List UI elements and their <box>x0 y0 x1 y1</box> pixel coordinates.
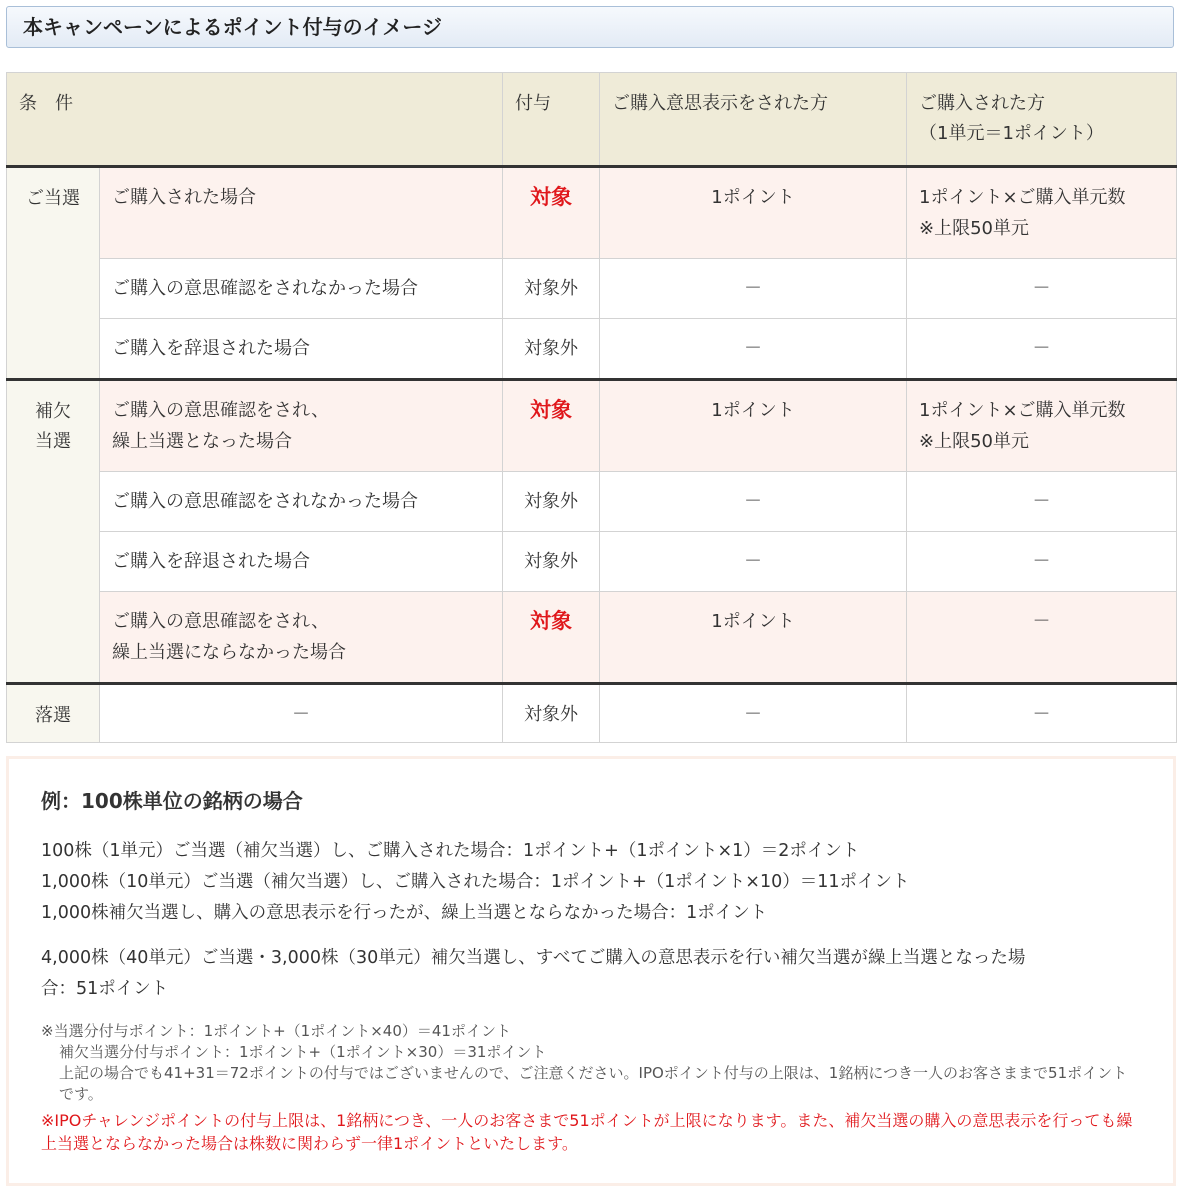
bought-points-cell: 1ポイント×ご購入単元数 ※上限50単元 <box>907 167 1177 259</box>
bought-points-cell: 1ポイント×ご購入単元数 ※上限50単元 <box>907 380 1177 472</box>
table-row <box>7 319 1177 380</box>
bought-points-cell: － <box>907 319 1177 380</box>
table-header-row <box>7 73 1177 167</box>
example-line: 1,000株（10単元）ご当選（補欠当選）し、ご購入された場合：1ポイント+（1ポイント×10）＝11ポイント <box>41 872 910 892</box>
intent-points-cell: － <box>600 472 907 532</box>
grant-cell: 対象外 <box>503 532 600 592</box>
group-label-lost: 落選 <box>7 684 100 743</box>
intent-points-cell: － <box>600 259 907 319</box>
intent-points-cell: 1ポイント <box>600 167 907 259</box>
note-line: ※当選分付与ポイント：1ポイント+（1ポイント×40）＝41ポイント <box>41 1022 511 1040</box>
condition-cell: － <box>100 684 503 743</box>
intent-points-cell: 1ポイント <box>600 380 907 472</box>
example-line: 100株（1単元）ご当選（補欠当選）し、ご購入された場合：1ポイント+（1ポイント×1）＝2ポイント <box>41 841 860 861</box>
condition-cell: ご購入の意思確認をされ、 繰上当選にならなかった場合 <box>100 592 503 684</box>
condition-cell: ご購入の意思確認をされなかった場合 <box>100 472 503 532</box>
intent-points-cell: － <box>600 319 907 380</box>
condition-cell: ご購入を辞退された場合 <box>100 319 503 380</box>
bought-points-cell: － <box>907 592 1177 684</box>
bought-points-cell: － <box>907 472 1177 532</box>
group-label-won: ご当選 <box>7 167 100 380</box>
example-title: 例：100株単位の銘柄の場合 <box>41 789 303 813</box>
grant-cell <box>503 167 600 259</box>
note-line: 上記の場合でも41+31＝72ポイントの付与ではございませんので、ご注意ください。IPOポイント付与の上限は、1銘柄につき一人のお客さままで51ポイントです。 <box>59 1064 1128 1103</box>
target-badge: 対象 <box>530 609 572 633</box>
target-badge: 対象 <box>530 398 572 422</box>
table-row <box>7 380 1177 472</box>
intent-points-cell: － <box>600 532 907 592</box>
grant-cell <box>503 592 600 684</box>
example-line: 1,000株補欠当選し、購入の意思表示を行ったが、繰上当選とならなかった場合：1ポイント <box>41 903 768 923</box>
intent-points-cell: － <box>600 684 907 743</box>
table-row <box>7 684 1177 743</box>
condition-cell: ご購入の意思確認をされ、 繰上当選となった場合 <box>100 380 503 472</box>
condition-cell: ご購入の意思確認をされなかった場合 <box>100 259 503 319</box>
cap-warning: ※IPOチャレンジポイントの付与上限は、1銘柄につき、一人のお客さまで51ポイントが上限になります。また、補欠当選の購入の意思表示を行っても繰上当選とならなかった場合は株数に関わらず一律1ポイントといたします。 <box>41 1111 1133 1153</box>
point-grant-table <box>6 72 1177 743</box>
condition-cell: ご購入された場合 <box>100 167 503 259</box>
grant-cell: 対象外 <box>503 472 600 532</box>
grant-cell <box>503 380 600 472</box>
table-row <box>7 592 1177 684</box>
example-line: 4,000株（40単元）ご当選・3,000株（30単元）補欠当選し、すべてご購入の意思表示を行い補欠当選が繰上当選となった場 合：51ポイント <box>41 948 1026 999</box>
intent-points-cell: 1ポイント <box>600 592 907 684</box>
example-box <box>6 756 1176 1186</box>
section-title: 本キャンペーンによるポイント付与のイメージ <box>6 6 1174 48</box>
bought-points-cell: － <box>907 259 1177 319</box>
column-header-intent: ご購入意思表示をされた方 <box>600 73 907 167</box>
condition-cell: ご購入を辞退された場合 <box>100 532 503 592</box>
column-header-bought: ご購入された方 （1単元＝1ポイント） <box>907 73 1177 167</box>
column-header-grant: 付与 <box>503 73 600 167</box>
table-row <box>7 472 1177 532</box>
group-label-waitlist: 補欠 当選 <box>7 380 100 684</box>
grant-cell: 対象外 <box>503 259 600 319</box>
bought-points-cell: － <box>907 532 1177 592</box>
table-row <box>7 532 1177 592</box>
table-row <box>7 167 1177 259</box>
note-line: 補欠当選分付与ポイント：1ポイント+（1ポイント×30）＝31ポイント <box>59 1043 547 1061</box>
target-badge: 対象 <box>530 185 572 209</box>
table-row <box>7 259 1177 319</box>
grant-cell: 対象外 <box>503 319 600 380</box>
example-notes <box>41 1021 1141 1155</box>
grant-cell: 対象外 <box>503 684 600 743</box>
bought-points-cell: － <box>907 684 1177 743</box>
column-header-condition: 条 件 <box>7 73 503 167</box>
